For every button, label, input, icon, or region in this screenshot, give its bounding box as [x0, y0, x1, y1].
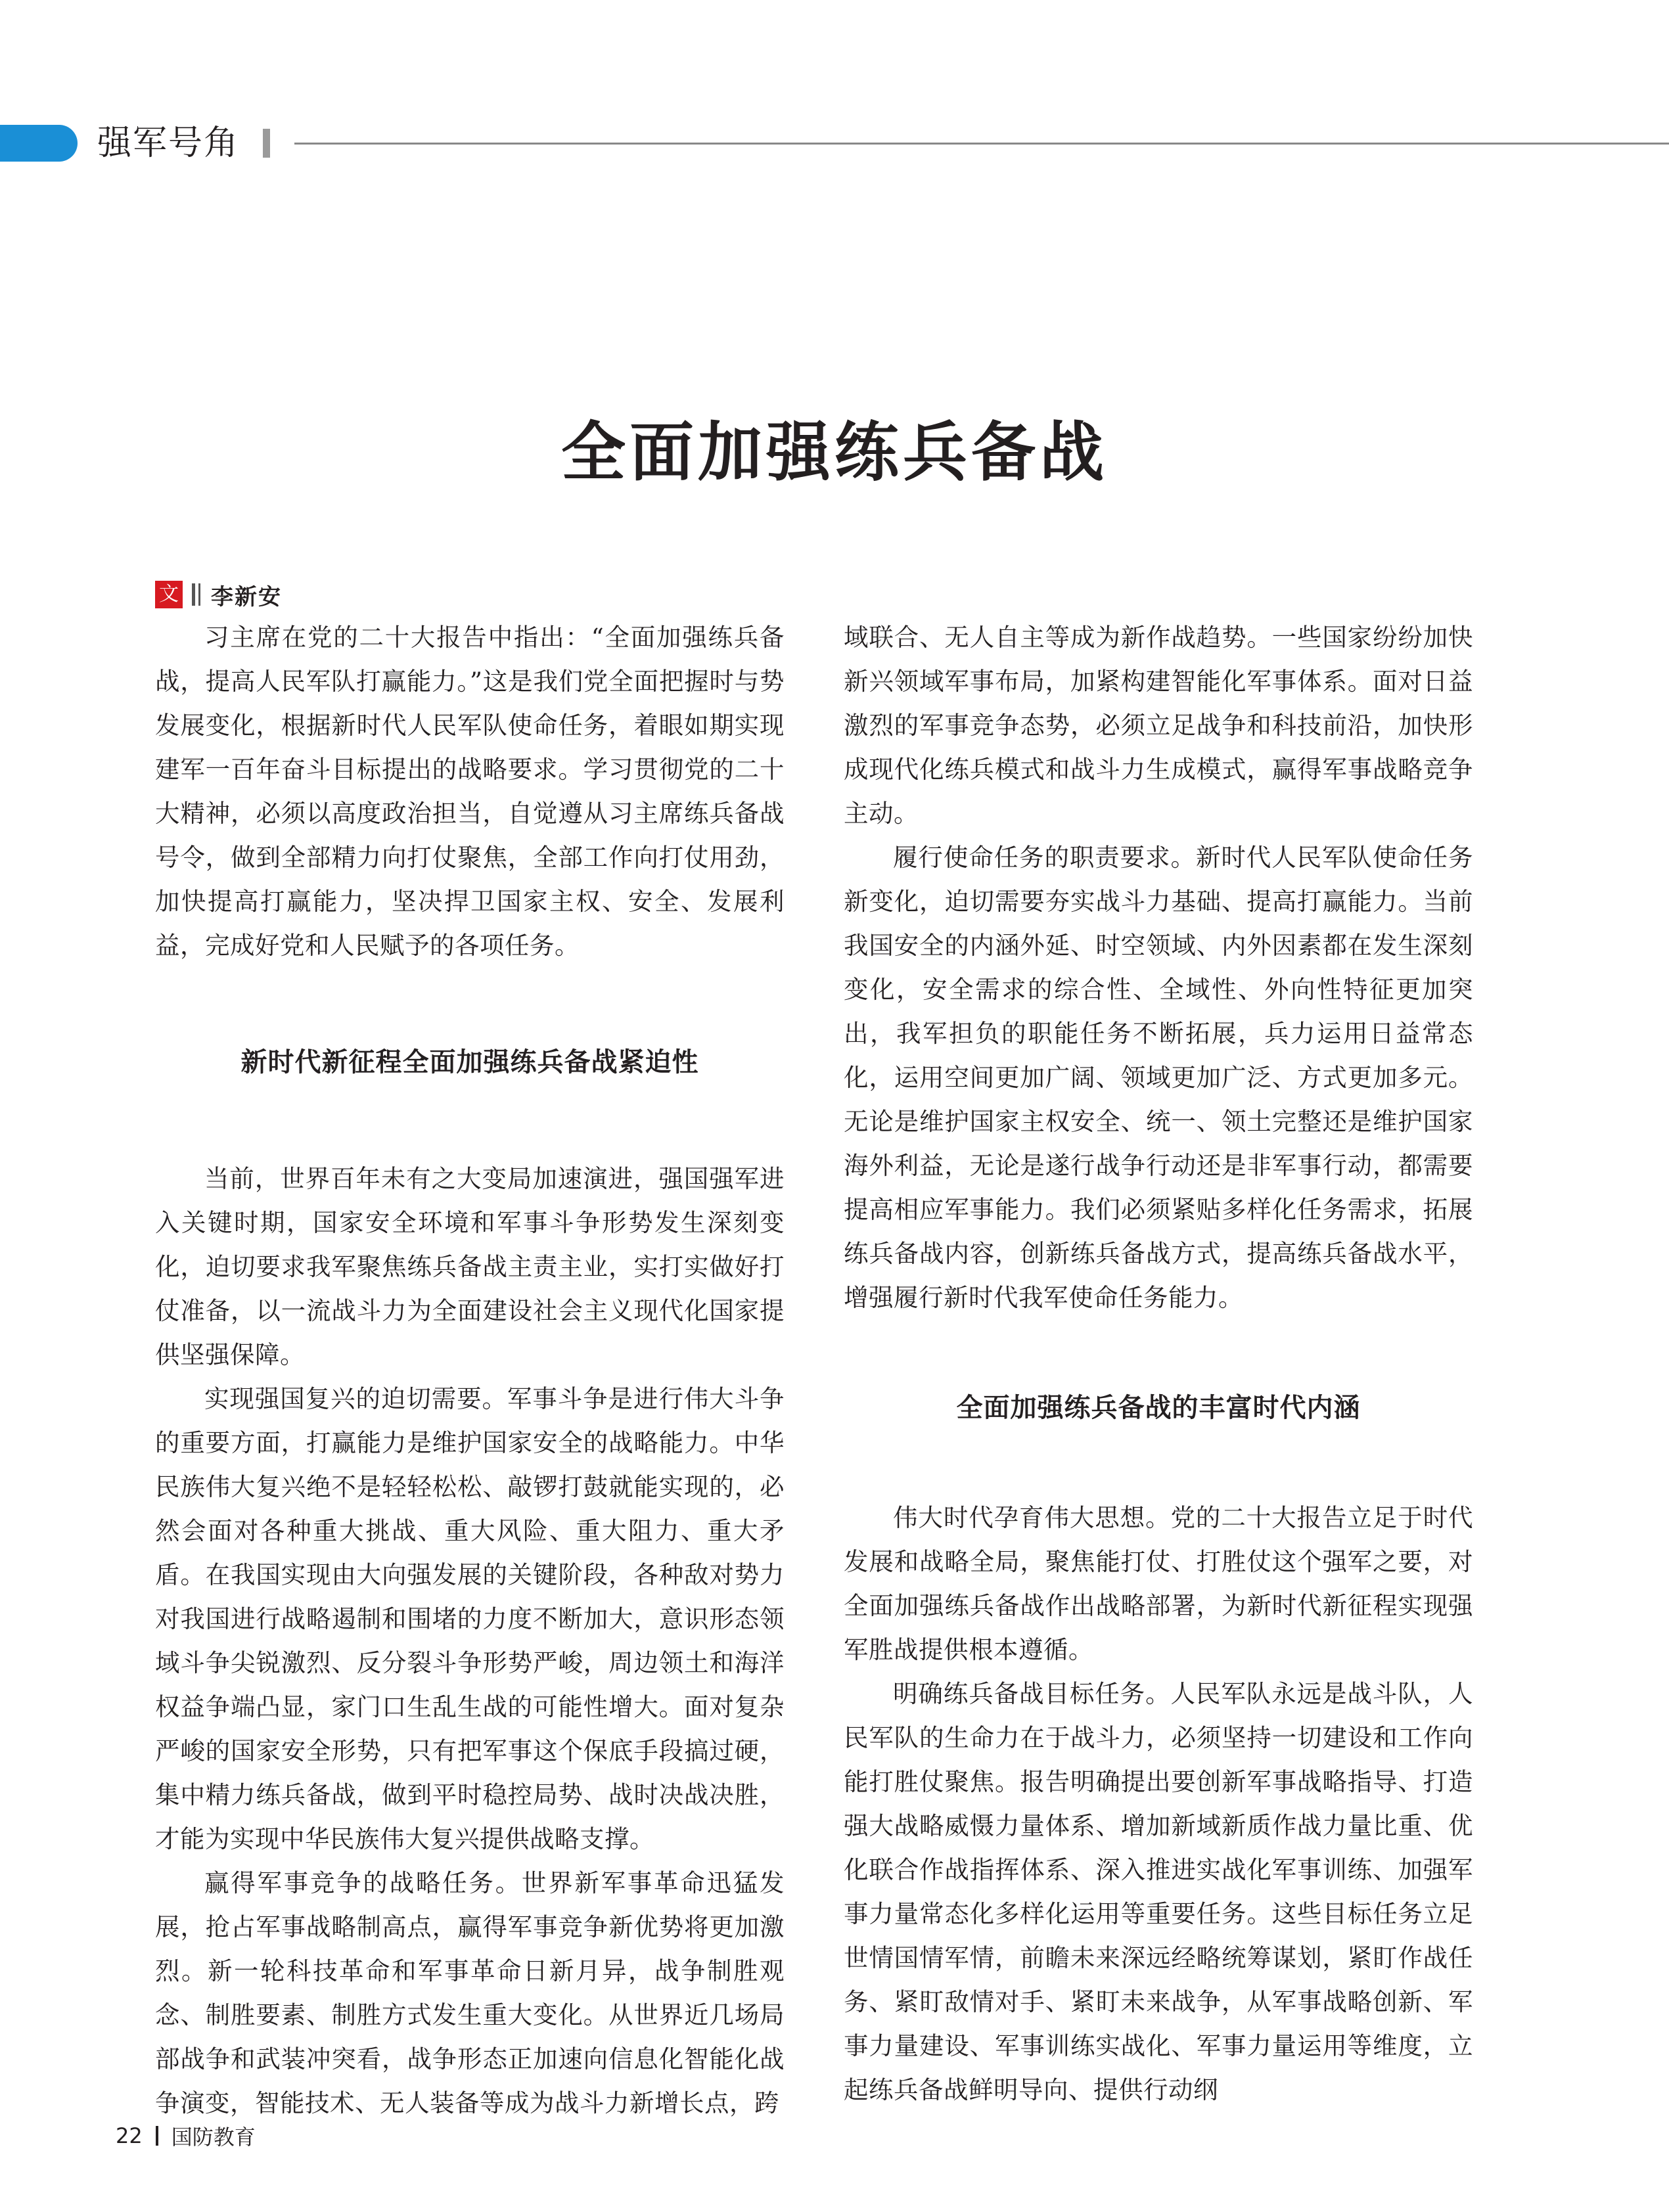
byline: [155, 578, 282, 611]
footer-divider: [156, 2126, 158, 2146]
paragraph: 伟大时代孕育伟大思想。党的二十大报告立足于时代发展和战略全局，聚焦能打仗、打胜仗这个强军之要，对全面加强练兵备战作出战略部署，为新时代新征程实现强军胜战提供根本遵循。: [844, 1503, 1473, 1664]
right-column: [844, 616, 1473, 2112]
page-number: 22: [116, 2123, 143, 2148]
byline-mark: 文: [155, 581, 183, 608]
paragraph: 实现强国复兴的迫切需要。军事斗争是进行伟大斗争的重要方面，打赢能力是维护国家安全的战略能力。中华民族伟大复兴绝不是轻轻松松、敲锣打鼓就能实现的，必然会面对各种重大挑战、重大风险、重大阻力、重大矛盾。在我国实现由大向强发展的关键阶段，各种敌对势力对我国进行战略遏制和围堵的力度不断加大，意识形态领域斗争尖锐激烈、反分裂斗争形势严峻，周边领土和海洋权益争端凸显，家门口生乱生战的可能性增大。面对复杂严峻的国家安全形势，只有把军事这个保底手段搞过硬，集中精力练兵备战，做到平时稳控局势、战时决战决胜，才能为实现中华民族伟大复兴提供战略支撑。: [155, 1384, 785, 1853]
page-footer: [116, 2121, 256, 2151]
byline-divider: [192, 583, 195, 606]
paragraph: 习主席在党的二十大报告中指出：“全面加强练兵备战，提高人民军队打赢能力。”这是我们党全面把握时与势发展变化，根据新时代人民军队使命任务，着眼如期实现建军一百年奋斗目标提出的战略要求。学习贯彻党的二十大精神，必须以高度政治担当，自觉遵从习主席练兵备战号令，做到全部精力向打仗聚焦，全部工作向打仗用劲，加快提高打赢能力，坚决捍卫国家主权、安全、发展利益，完成好党和人民赋予的各项任务。: [155, 623, 785, 960]
publication-name: 国防教育: [171, 2125, 256, 2150]
section-divider: [263, 129, 270, 158]
section-heading: 新时代新征程全面加强练兵备战紧迫性: [240, 1047, 699, 1077]
section-heading: 全面加强练兵备战的丰富时代内涵: [956, 1393, 1361, 1423]
paragraph: 域联合、无人自主等成为新作战趋势。一些国家纷纷加快新兴领域军事布局，加紧构建智能化军事体系。面对日益激烈的军事竞争态势，必须立足战争和科技前沿，加快形成现代化练兵模式和战斗力生成模式，赢得军事战略竞争主动。: [844, 623, 1473, 828]
paragraph: 赢得军事竞争的战略任务。世界新军事革命迅猛发展，抢占军事战略制高点，赢得军事竞争新优势将更加激烈。新一轮科技革命和军事革命日新月异，战争制胜观念、制胜要素、制胜方式发生重大变化。从世界近几场局部战争和武装冲突看，战争形态正加速向信息化智能化战争演变，智能技术、无人装备等成为战斗力新增长点，跨: [155, 1868, 785, 2117]
paragraph: 当前，世界百年未有之大变局加速演进，强国强军进入关键时期，国家安全环境和军事斗争形势发生深刻变化，迫切要求我军聚焦练兵备战主责主业，实打实做好打仗准备，以一流战斗力为全面建设社会主义现代化国家提供坚强保障。: [155, 1164, 785, 1369]
section-title: 强军号角: [97, 124, 240, 163]
author-name: 李新安: [211, 583, 282, 610]
article-title: 全面加强练兵备战: [560, 415, 1108, 490]
paragraph: 明确练兵备战目标任务。人民军队永远是战斗队，人民军队的生命力在于战斗力，必须坚持一切建设和工作向能打胜仗聚焦。报告明确提出要创新军事战略指导、打造强大战略威慑力量体系、增加新域新质作战力量比重、优化联合作战指挥体系、深入推进实战化军事训练、加强军事力量常态化多样化运用等重要任务。这些目标任务立足世情国情军情，前瞻未来深远经略统筹谋划，紧盯作战任务、紧盯敌情对手、紧盯未来战争，从军事战略创新、军事力量建设、军事训练实战化、军事力量运用等维度，立起练兵备战鲜明导向、提供行动纲: [844, 1679, 1473, 2104]
section-marker: [0, 125, 78, 162]
header-rule: [294, 143, 1669, 145]
left-column: [155, 616, 785, 2125]
byline-divider: [198, 583, 200, 606]
paragraph: 履行使命任务的职责要求。新时代人民军队使命任务新变化，迫切需要夯实战斗力基础、提高打赢能力。当前我国安全的内涵外延、时空领域、内外因素都在发生深刻变化，安全需求的综合性、全域性、外向性特征更加突出，我军担负的职能任务不断拓展，兵力运用日益常态化，运用空间更加广阔、领域更加广泛、方式更加多元。无论是维护国家主权安全、统一、领土完整还是维护国家海外利益，无论是遂行战争行动还是非军事行动，都需要提高相应军事能力。我们必须紧贴多样化任务需求，拓展练兵备战内容，创新练兵备战方式，提高练兵备战水平，增强履行新时代我军使命任务能力。: [844, 843, 1473, 1312]
